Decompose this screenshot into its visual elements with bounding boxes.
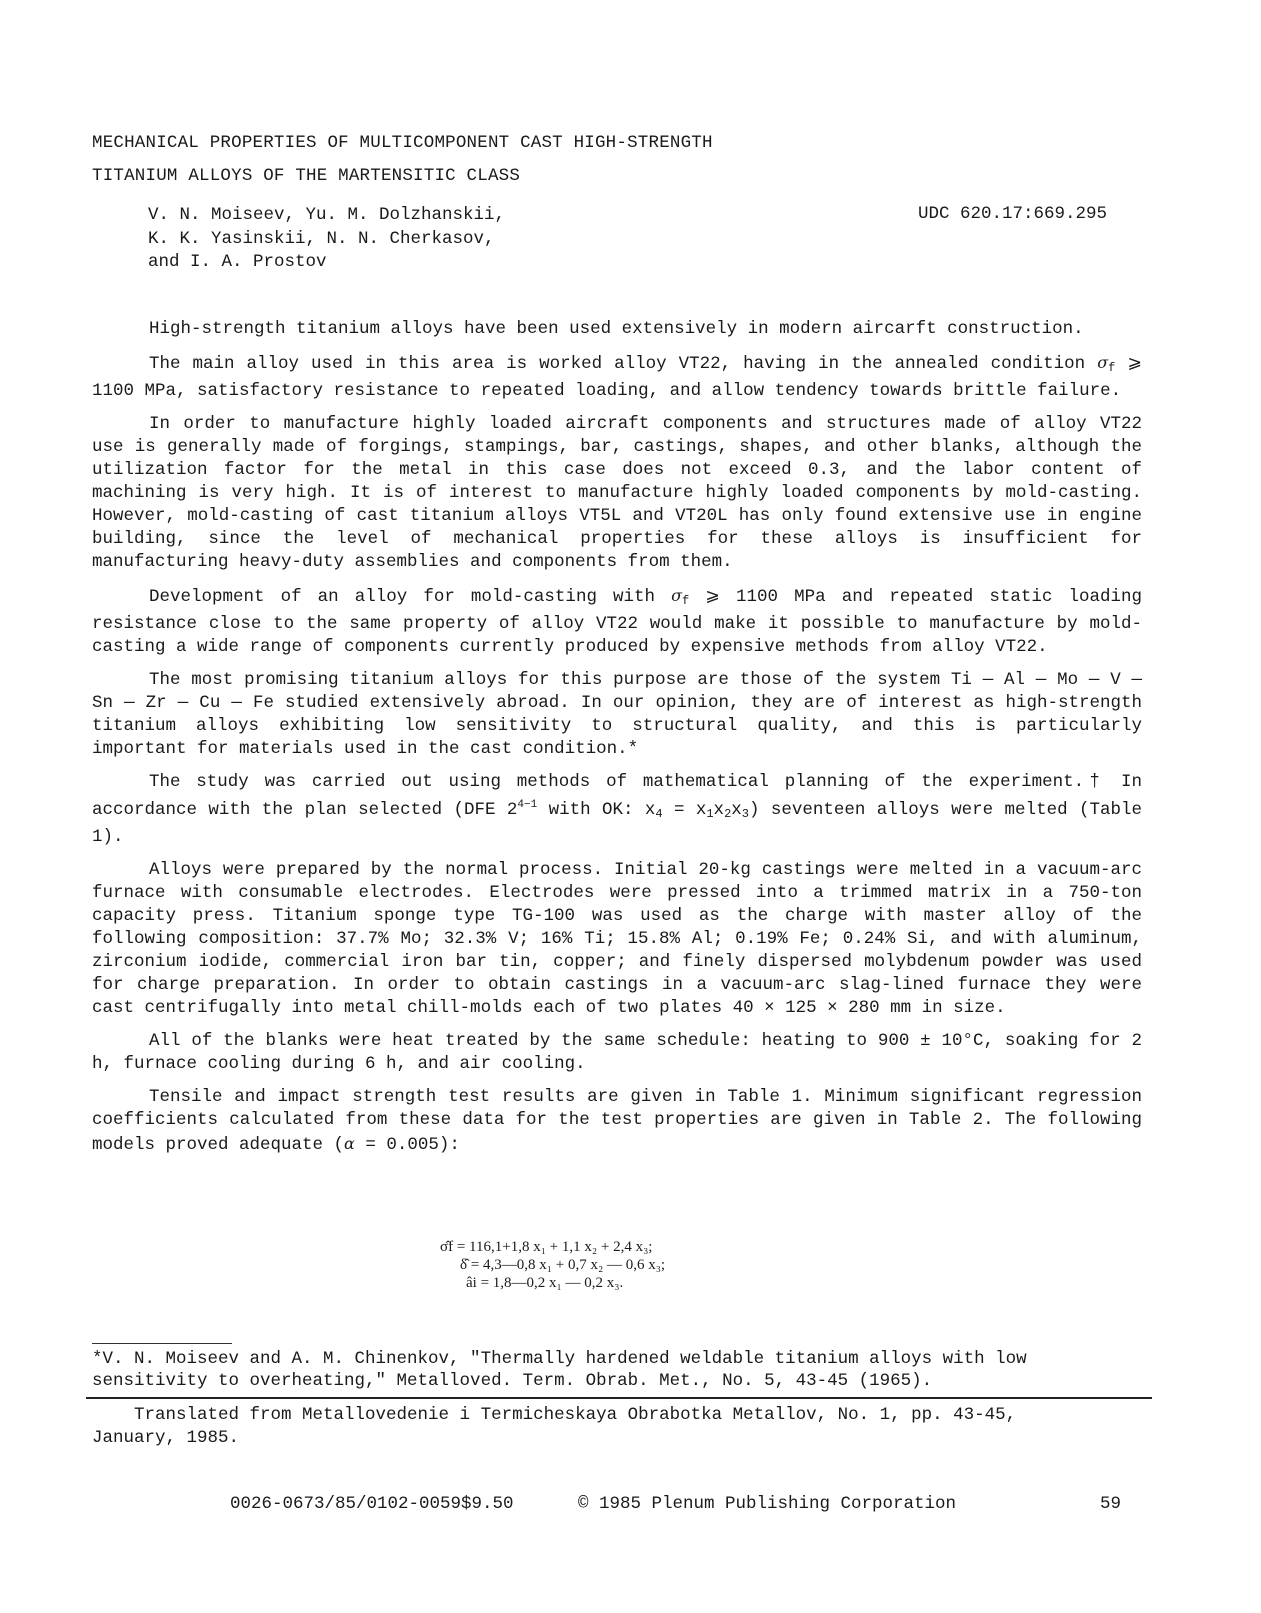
translation-divider <box>86 1397 1152 1399</box>
alpha-symbol: α <box>344 1134 355 1153</box>
paragraph-6 <box>92 771 1142 849</box>
regression-models <box>440 1238 800 1292</box>
paragraph-3: In order to manufacture highly loaded aircraft components and structures made of alloy VT22 use is generally made of forgings, stampings, bar, castings, shapes, and other blanks, although the utilization factor for the metal in this case does not exceed 0.3, and the labor content of machining is very high. It is of interest to manufacture highly loaded components by mold-casting. However, mold-casting of cast titanium alloys VT5L and VT20L has only found extensive use in engine building, since the level of mechanical properties for these alloys is insufficient for manufacturing heavy-duty assemblies and components from them. <box>92 414 1142 572</box>
subscript: 3 <box>741 807 749 821</box>
authors-line-2: K. K. Yasinskii, N. N. Cherkasov, <box>148 228 495 249</box>
paper-title <box>92 127 713 193</box>
title-line-2: TITANIUM ALLOYS OF THE MARTENSITIC CLASS <box>92 166 521 186</box>
paragraph-6-text-f: ) seventeen alloys were melted (Table 1). <box>92 800 1142 847</box>
paragraph-6-text-d: x <box>713 800 725 820</box>
sigma-subscript: f <box>682 594 690 608</box>
translation-line-2: January, 1985. <box>92 1428 240 1448</box>
paragraph-4 <box>92 584 1142 659</box>
article-body <box>92 318 1142 1167</box>
paragraph-2-text-a: The main alloy used in this area is worked alloy VT22, having in the annealed condition <box>149 354 1086 374</box>
paragraph-9-text-a: Tensile and impact strength test results are given in Table 1. Minimum significant regression coefficients calculated from these data for the test properties are given in Table 2. The following models proved adequate ( <box>92 1087 1142 1155</box>
subscript: 4 <box>655 807 663 821</box>
translation-line-1: Translated from Metallovedenie i Termicheskaya Obrabotka Metallov, No. 1, pp. 43-45, <box>92 1405 1017 1425</box>
formula-delta: δ̂ = 4,3—0,8 x₁ + 0,7 x₂ — 0,6 x₃; <box>460 1257 666 1273</box>
footnote-line-1: *V. N. Moiseev and A. M. Chinenkov, "Thermally hardened weldable titanium alloys with low <box>92 1349 1027 1369</box>
copyright-notice: © 1985 Plenum Publishing Corporation <box>578 1494 957 1514</box>
sigma-subscript: f <box>1108 361 1116 375</box>
sigma-symbol: σ <box>1097 353 1109 372</box>
paragraph-2 <box>92 351 1142 403</box>
paragraph-8: All of the blanks were heat treated by the same schedule: heating to 900 ± 10°C, soaking for 2 h, furnace cooling during 6 h, and air cooling. <box>92 1031 1142 1074</box>
author-list <box>148 204 505 275</box>
paragraph-5: The most promising titanium alloys for this purpose are those of the system Ti — Al — Mo — V — Sn — Zr — Cu — Fe studied extensively abroad. In our opinion, they are of interest as high-strength titanium alloys exhibiting low sensitivity to structural quality, and this is particularly important for materials used in the cast condition.* <box>92 670 1142 759</box>
paragraph-6-text-b: with OK: x <box>537 800 656 820</box>
paragraph-7: Alloys were prepared by the normal process. Initial 20-kg castings were melted in a vacuum-arc furnace with consumable electrodes. Electrodes were pressed into a trimmed matrix in a 750-ton capacity press. Titanium sponge type TG-100 was used as the charge with master alloy of the following composition: 37.7% Mo; 32.3% V; 16% Ti; 15.8% Al; 0.19% Fe; 0.24% Si, and with aluminum, zirconium iodide, commercial iron bar tin, copper; and finely dispersed molybdenum powder was used for charge preparation. In order to obtain castings in a vacuum-arc slag-lined furnace they were cast centrifugally into metal chill-molds each of two plates 40 × 125 × 280 mm in size. <box>92 860 1142 1018</box>
paragraph-4-text-a: Development of an alloy for mold-casting with <box>149 587 672 607</box>
article-code: 0026-0673/85/0102-0059$9.50 <box>230 1494 514 1514</box>
paragraph-6-text-e: x <box>731 800 742 820</box>
paragraph-2-text-b: ⩾ 1100 MPa, satisfactory resistance to repeated loading, and allow tendency towards brittle failure. <box>92 354 1142 401</box>
footnote-line-2: sensitivity to overheating," Metalloved. Term. Obrab. Met., No. 5, 43-45 (1965). <box>92 1371 933 1391</box>
paragraph-6-text-a: The study was carried out using methods of mathematical planning of the experiment.† In accordance with the plan selected (DFE 2 <box>92 772 1142 820</box>
page-number: 59 <box>1100 1494 1122 1514</box>
sigma-symbol: σ <box>671 586 683 605</box>
paragraph-1: High-strength titanium alloys have been used extensively in modern aircarft construction. <box>149 319 1084 339</box>
title-line-1: MECHANICAL PROPERTIES OF MULTICOMPONENT CAST HIGH-STRENGTH <box>92 133 713 153</box>
authors-line-1: V. N. Moiseev, Yu. M. Dolzhanskii, <box>148 205 506 225</box>
subscript: 1 <box>706 807 714 821</box>
dfe-exponent: 4−1 <box>517 799 538 811</box>
paragraph-4-text-b: ⩾ 1100 MPa and repeated static loading resistance close to the same property of alloy VT22 would make it possible to manufacture by mold-casting a wide range of components currently produced by expensive methods from alloy VT22. <box>92 587 1142 657</box>
paragraph-9 <box>92 1086 1142 1157</box>
subscript: 2 <box>724 807 732 821</box>
paragraph-9-text-b: = 0.005): <box>354 1135 460 1155</box>
udc-code: UDC 620.17:669.295 <box>918 204 1108 224</box>
paragraph-6-text-c: = x <box>662 800 707 820</box>
footnote <box>92 1348 1142 1392</box>
translation-note <box>92 1404 1142 1450</box>
formula-sigma: σ̂f = 116,1+1,8 x₁ + 1,1 x₂ + 2,4 x₃; <box>440 1239 653 1255</box>
authors-line-3: and I. A. Prostov <box>148 252 327 272</box>
footnote-divider <box>92 1343 232 1344</box>
formula-impact: âi = 1,8—0,2 x₁ — 0,2 x₃. <box>466 1275 624 1291</box>
